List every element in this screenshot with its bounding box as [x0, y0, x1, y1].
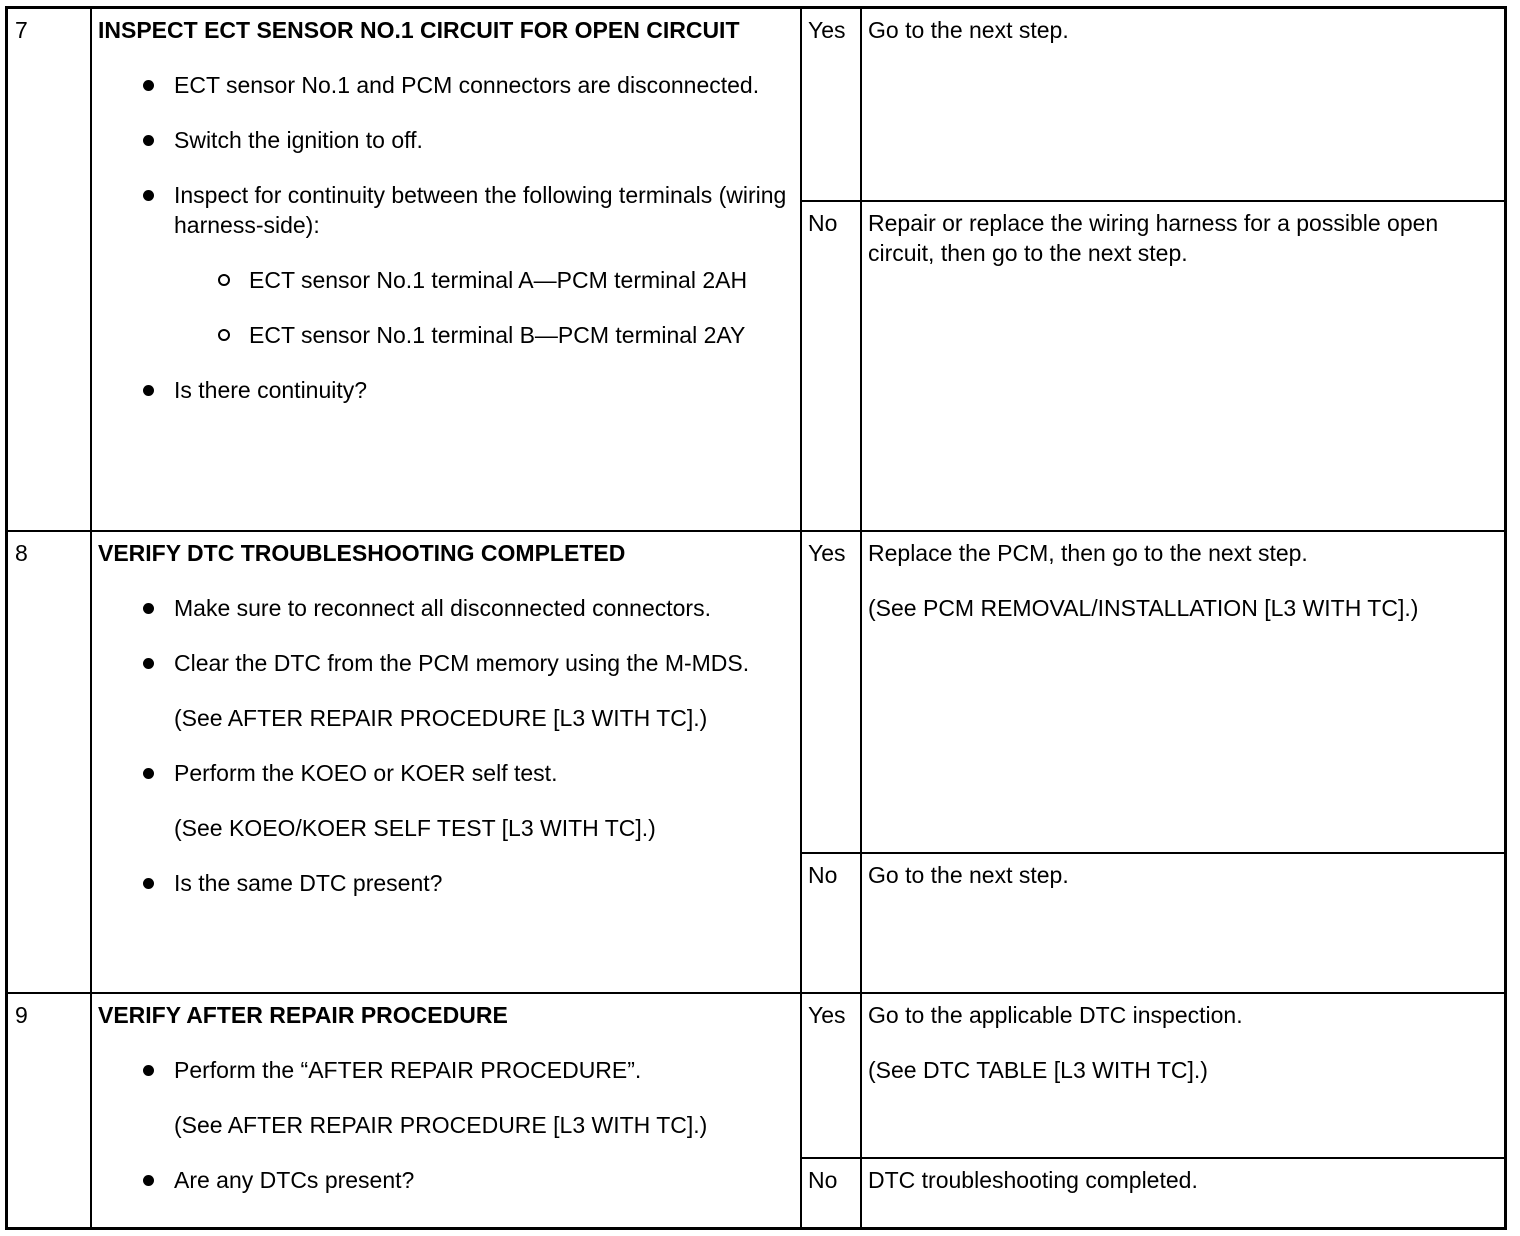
step-number: 8: [7, 531, 92, 993]
list-item: Switch the ignition to off.: [98, 125, 790, 155]
no-action: [861, 853, 1506, 993]
sub-list: [174, 265, 790, 350]
reference-note: (See PCM REMOVAL/INSTALLATION [L3 WITH TC].): [868, 594, 1419, 621]
step-bullet-list: [98, 593, 790, 898]
reference-note: (See DTC TABLE [L3 WITH TC].): [868, 1057, 1208, 1084]
reference-note: (See AFTER REPAIR PROCEDURE [L3 WITH TC].): [174, 1112, 708, 1139]
action-text: Replace the PCM, then go to the next step.: [868, 539, 1308, 566]
action-text: Go to the applicable DTC inspection.: [868, 1002, 1243, 1029]
list-item: [98, 758, 790, 843]
step-content: [91, 531, 801, 993]
action-text: Go to the next step.: [868, 17, 1069, 43]
list-item-text: Clear the DTC from the PCM memory using the M-MDS.: [174, 649, 750, 676]
list-item: [98, 180, 790, 350]
step-title: VERIFY AFTER REPAIR PROCEDURE: [98, 1002, 508, 1029]
action-text: Go to the next step.: [868, 862, 1069, 889]
list-item: ECT sensor No.1 and PCM connectors are disconnected.: [98, 70, 790, 100]
yes-action: [861, 8, 1506, 201]
no-action: [861, 1158, 1506, 1228]
step-title: VERIFY DTC TROUBLESHOOTING COMPLETED: [98, 539, 626, 566]
action-text: DTC troubleshooting completed.: [868, 1167, 1198, 1194]
answer-yes: Yes: [801, 8, 861, 201]
list-item: [98, 648, 790, 733]
yes-action: [861, 531, 1506, 853]
step-number: 7: [7, 8, 92, 531]
step-bullet-list: [98, 1055, 790, 1195]
sub-list-item: ECT sensor No.1 terminal A—PCM terminal 2AH: [174, 265, 790, 295]
answer-no: No: [801, 853, 861, 993]
table-row: [7, 8, 1506, 201]
reference-note: (See KOEO/KOER SELF TEST [L3 WITH TC].): [174, 814, 656, 841]
no-action: [861, 201, 1506, 531]
table-row: [7, 993, 1506, 1158]
list-item: Make sure to reconnect all disconnected connectors.: [98, 593, 790, 623]
step-number: 9: [7, 993, 92, 1228]
answer-no: No: [801, 1158, 861, 1228]
list-item-text: Perform the “AFTER REPAIR PROCEDURE”.: [174, 1057, 642, 1084]
action-text: Repair or replace the wiring harness for a possible open circuit, then go to the next step.: [868, 209, 1439, 266]
list-item: Are any DTCs present?: [98, 1165, 790, 1195]
list-item-text: Inspect for continuity between the following terminals (wiring harness-side):: [174, 182, 787, 238]
list-item: Is the same DTC present?: [98, 868, 790, 898]
yes-action: [861, 993, 1506, 1158]
answer-yes: Yes: [801, 993, 861, 1158]
table-row: [7, 531, 1506, 853]
list-item-text: Perform the KOEO or KOER self test.: [174, 759, 558, 786]
answer-no: No: [801, 201, 861, 531]
troubleshooting-table: [5, 6, 1507, 1230]
step-bullet-list: [98, 70, 790, 405]
reference-note: (See AFTER REPAIR PROCEDURE [L3 WITH TC].): [174, 704, 708, 731]
step-content: [91, 993, 801, 1228]
list-item: [98, 1055, 790, 1140]
list-item: Is there continuity?: [98, 375, 790, 405]
step-content: [91, 8, 801, 531]
sub-list-item: ECT sensor No.1 terminal B—PCM terminal 2AY: [174, 320, 790, 350]
answer-yes: Yes: [801, 531, 861, 853]
step-title: INSPECT ECT SENSOR NO.1 CIRCUIT FOR OPEN CIRCUIT: [98, 17, 740, 43]
